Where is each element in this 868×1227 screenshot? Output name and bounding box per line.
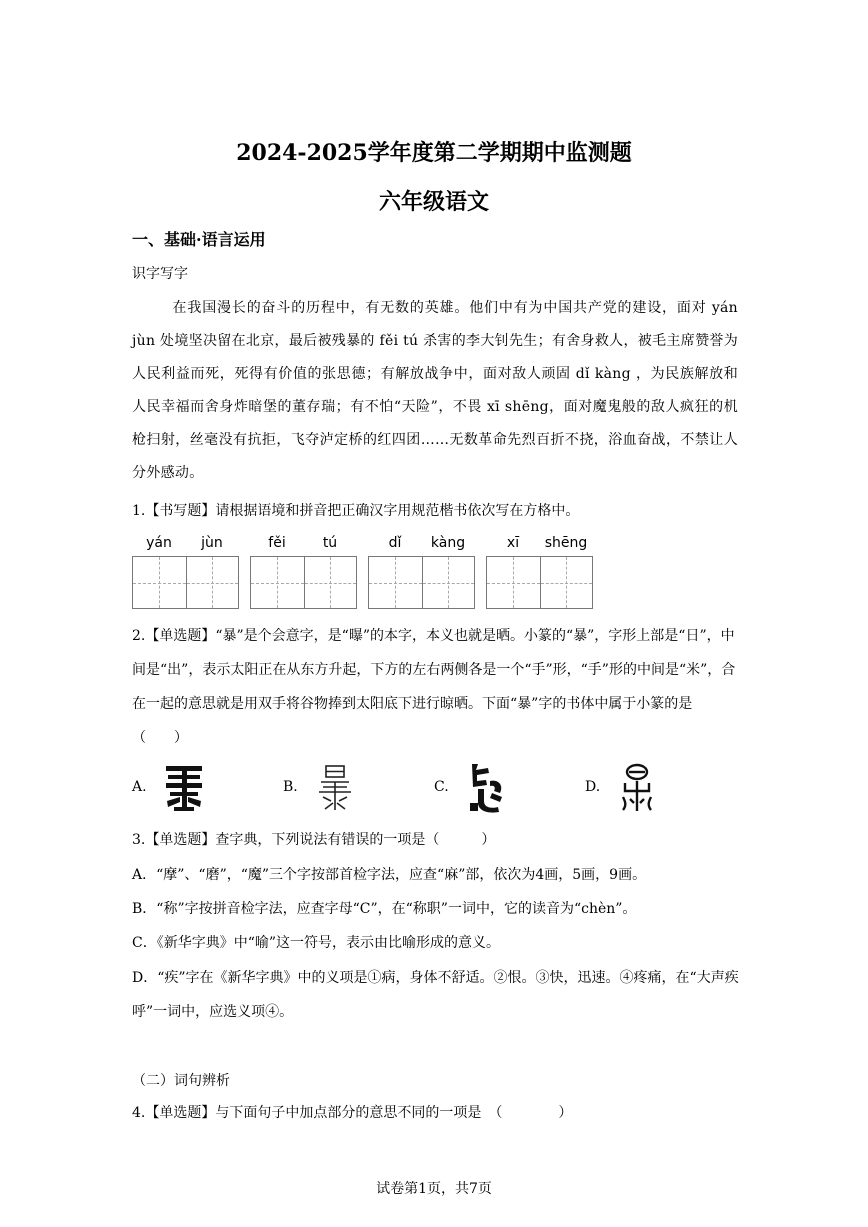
exam-subtitle: 六年级语文 [378,189,489,215]
writing-cell[interactable] [369,557,422,608]
q3-option-b[interactable]: B．“称”字按拼音检字法，应查字母“C”，在“称职”一词中，它的读音为“chèn”。 [132,901,637,917]
writing-cell[interactable] [133,557,186,608]
q3-option-c[interactable]: C．《新华字典》中“喻”这一符号，表示由比喻形成的意义。 [132,935,501,951]
writing-cell[interactable] [422,557,475,608]
pinyin-label: xī [506,535,520,551]
passage-text: 在我国漫长的奋斗的历程中，有无数的英雄。他们中有为中国共产党的建设，面对 yán jùn 处境坚决留在北京，最后被残暴的 fěi tú 杀害的李大钊先生；有舍身救人，被毛主席赞誉为人民利益而死，死得有价值的张思德；有解放战争中，面对敌人顽固 dǐ kàng ，为民族解放和人民幸福而舍身炸暗堡的董存瑞；有不怕“天险”，不畏 xī shēng，面对魔鬼般的敌人疯狂的机枪扫射，丝毫没有抗拒，飞夺泸定桥的红四团……无数革命先烈百折不挠，浴血奋战，不禁让人分外感动。 [132,300,738,481]
option-label: C. [434,779,449,795]
writing-cell[interactable] [186,557,239,608]
q3-option-a[interactable]: A．“摩”、“磨”，“魔”三个字按部首检字法，应查“麻”部，依次为4画，5画，9画。 [132,867,647,883]
bao-glyph-a-icon [162,763,206,813]
question-3-prompt: 3.【单选题】查字典，下列说法有错误的一项是（ ） [132,832,496,848]
reading-passage [132,292,738,490]
pinyin-label: yán [146,535,172,551]
writing-cell[interactable] [487,557,540,608]
option-label: A. [132,779,147,795]
bao-glyph-c-icon [464,763,508,813]
q3-option-d[interactable]: D．“疾”字在《新华字典》中的义项是①病，身体不舒适。②恨。③快，迅速。④疼痛，在“大声疾呼”一词中，应选义项④。 [132,970,739,1020]
writing-grid-row [132,535,602,615]
pinyin-label: dǐ [388,535,402,551]
section-heading-word-analysis: （二）词句辨析 [132,1073,230,1089]
writing-cell[interactable] [540,557,593,608]
pinyin-label: jùn [201,535,223,551]
bao-glyph-b-icon [313,763,357,813]
pinyin-label: tú [322,535,338,551]
pinyin-label: kàng [430,535,466,551]
writing-cell[interactable] [251,557,304,608]
writing-cell[interactable] [304,557,357,608]
option-label: B. [283,779,298,795]
option-label: D. [585,779,601,795]
bao-glyph-d-icon [615,763,659,813]
question-1-prompt: 1.【书写题】请根据语境和拼音把正确汉字用规范楷书依次写在方格中。 [132,503,580,519]
page-footer: 试卷第1页，共7页 [376,1181,492,1197]
pinyin-label: shēng [544,535,588,551]
question-4-prompt: 4.【单选题】与下面句子中加点部分的意思不同的一项是 （ ） [132,1105,573,1121]
section-heading-basics: 一、基础·语言运用 [132,230,266,249]
question-2-prompt: 2.【单选题】“暴”是个会意字，是“曝”的本字，本义也就是晒。小篆的“暴”，字形上部是“日”，中间是“出”，表示太阳正在从东方升起，下方的左右两侧各是一个“手”形，“手”形的中间是“米”，合在一起的意思就是用双手将谷物捧到太阳底下进行晾晒。下面“暴”字的书体中属于小篆的是（ ） [132,628,736,746]
exam-title: 2024-2025学年度第二学期期中监测题 [236,140,632,166]
pinyin-label: fěi [268,535,286,551]
subsection-heading-writing: 识字写字 [132,266,188,282]
